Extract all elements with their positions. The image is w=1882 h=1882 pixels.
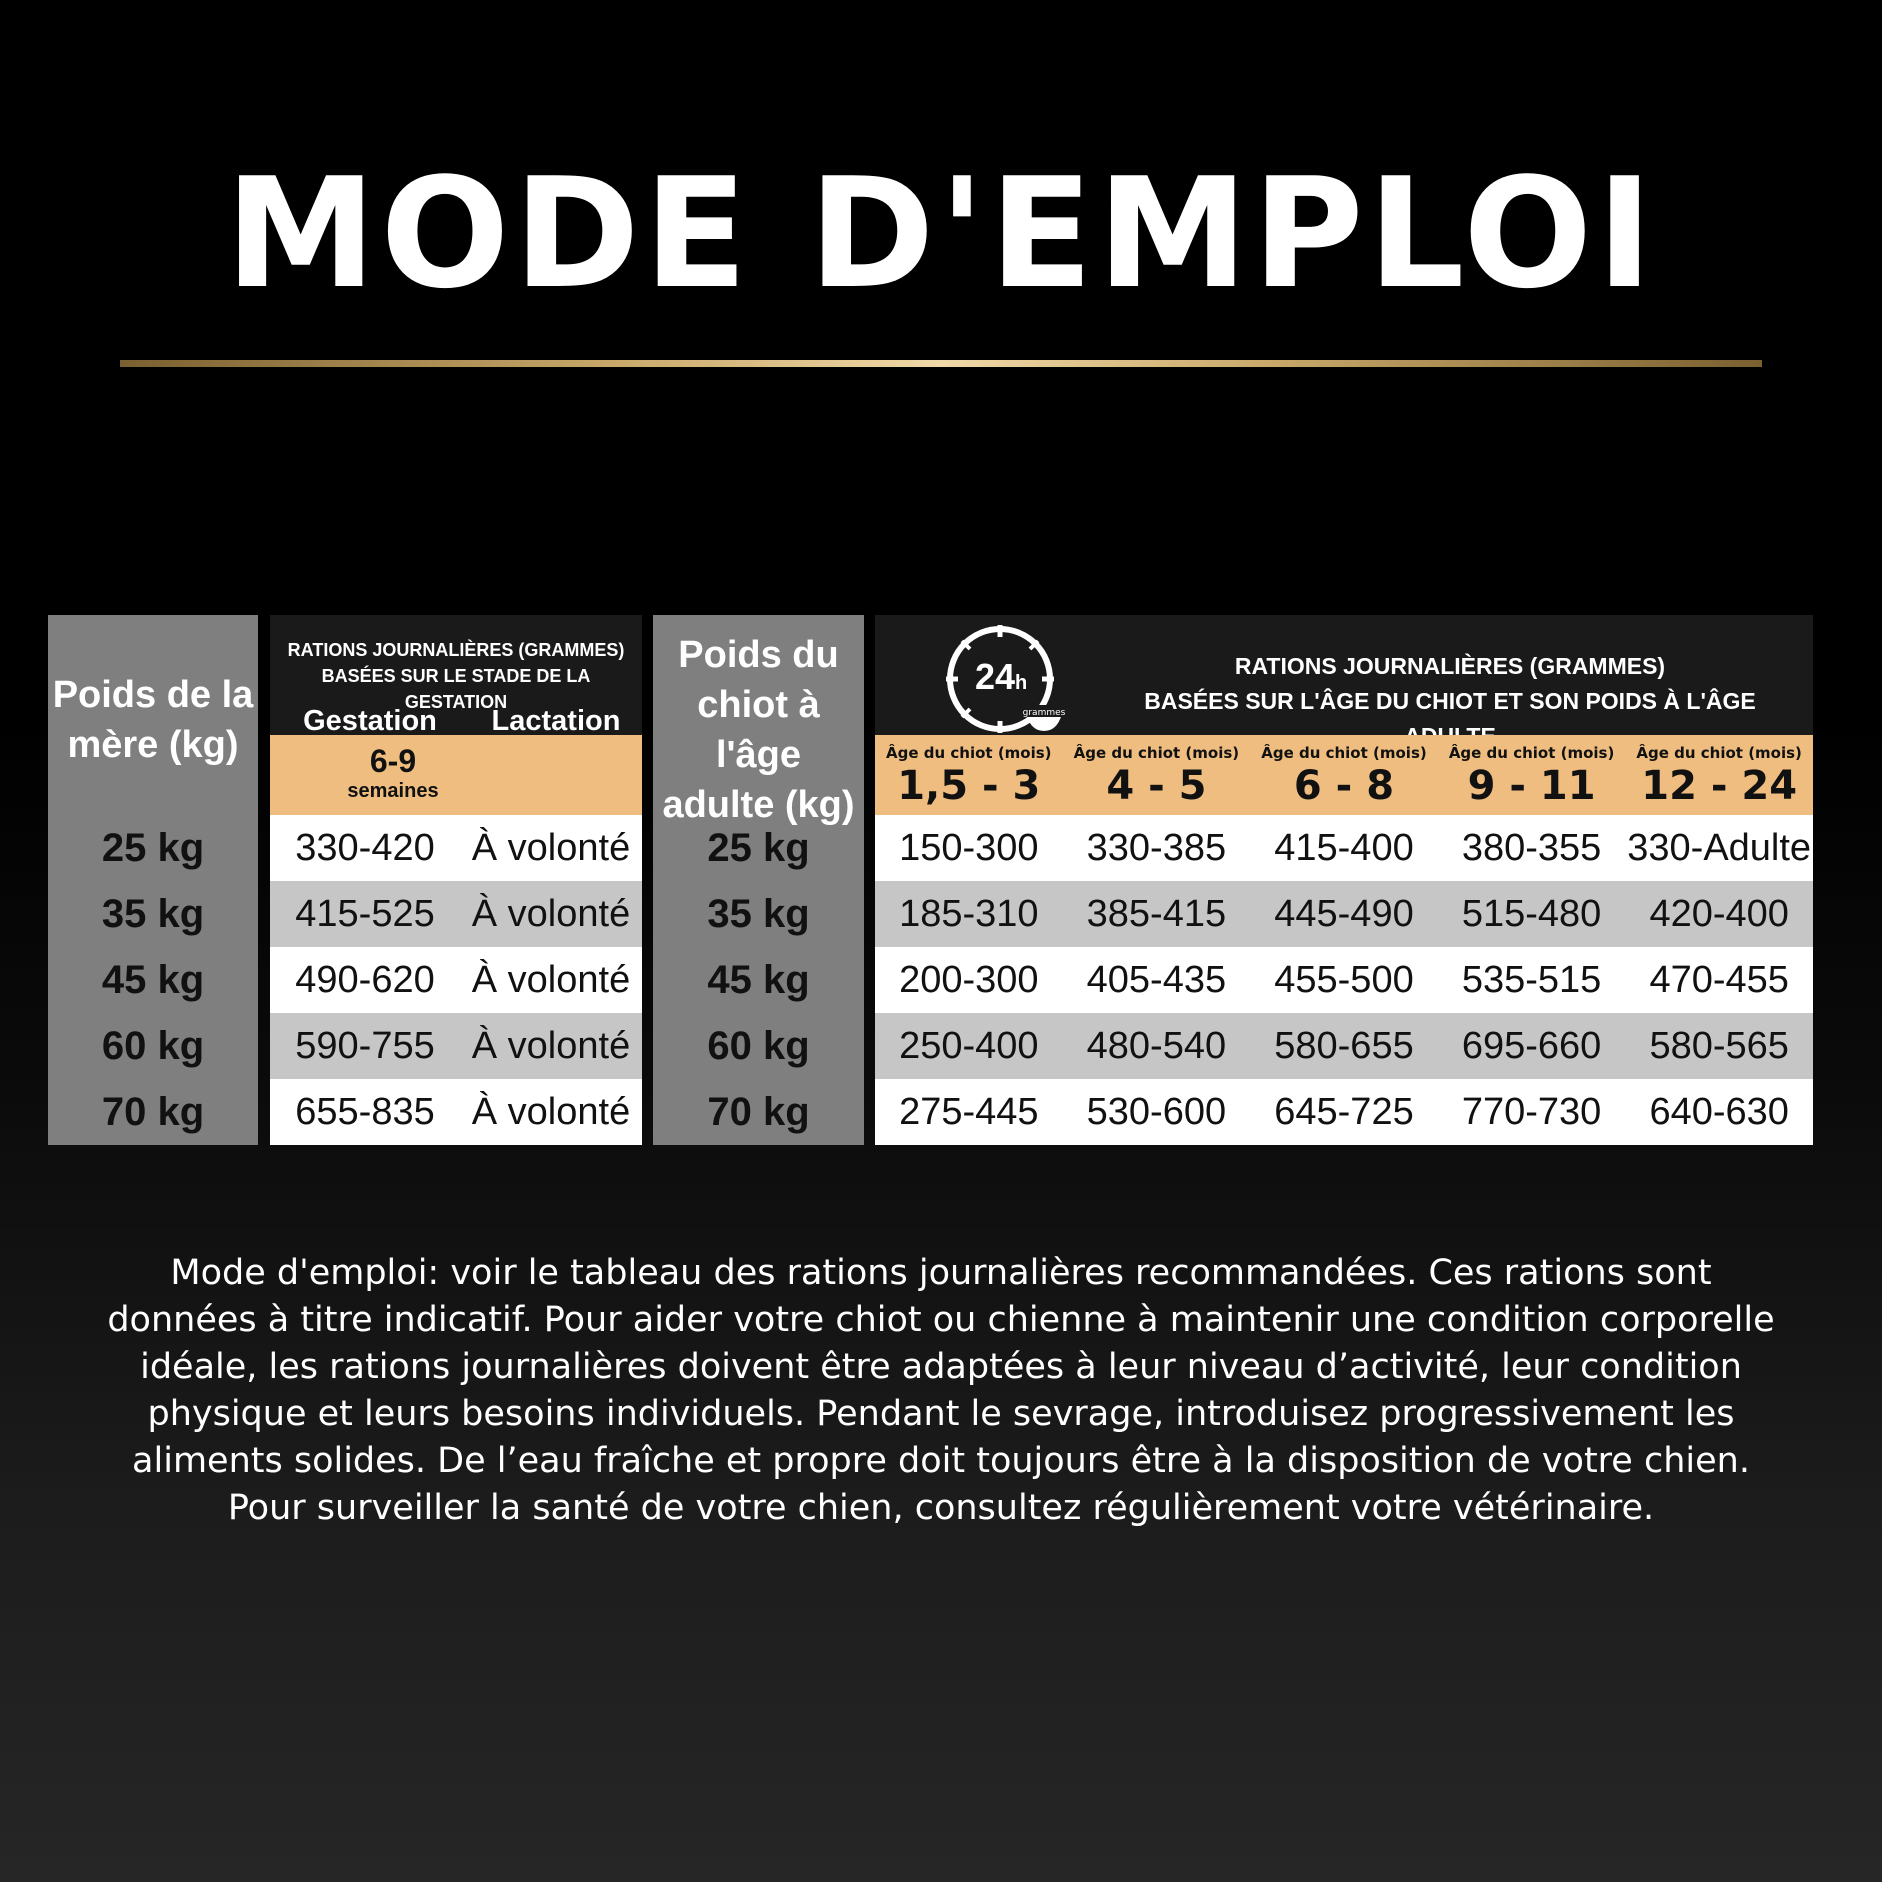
- mother-weight-row: 70 kg: [101, 1089, 205, 1134]
- instructions-line: aliments solides. De l’eau fraîche et propre doit toujours être à la disposition de votre chien.: [132, 1441, 1750, 1481]
- column-header-lactation: Lactation: [491, 704, 621, 737]
- ration-cell: 480-540: [1086, 1024, 1227, 1067]
- gestation-weeks-band: [270, 735, 642, 815]
- ration-cell: 380-355: [1461, 826, 1602, 869]
- lactation-cell: À volonté: [471, 958, 631, 1001]
- clock-bowl-icon: [945, 621, 1065, 741]
- age-header-band: [875, 735, 1813, 815]
- puppy-weight-heading: [653, 634, 864, 826]
- table-row: [875, 881, 1813, 947]
- ration-cell: 275-445: [899, 1090, 1039, 1133]
- table-row: [270, 1013, 642, 1079]
- ration-cell: 445-490: [1274, 892, 1414, 935]
- gestation-cell: 490-620: [295, 958, 435, 1001]
- age-range: 12 - 24: [1641, 763, 1798, 809]
- ration-cell: 330-Adulte: [1627, 826, 1812, 869]
- gestation-cell: 655-835: [295, 1090, 435, 1133]
- ration-cell: 200-300: [899, 958, 1039, 1001]
- ration-cell: 405-435: [1086, 958, 1227, 1001]
- ration-cell: 645-725: [1274, 1090, 1414, 1133]
- instructions-text: [50, 1250, 1832, 1532]
- mother-weight-row: 35 kg: [101, 891, 205, 936]
- puppy-title-line1: RATIONS JOURNALIÈRES (GRAMMES): [1234, 653, 1666, 679]
- ration-cell: 580-655: [1274, 1024, 1414, 1067]
- age-label: Âge du chiot (mois): [1261, 744, 1427, 762]
- puppy-weight-row: 25 kg: [707, 825, 810, 870]
- age-label: Âge du chiot (mois): [886, 744, 1052, 762]
- age-label: Âge du chiot (mois): [1448, 744, 1615, 762]
- puppy-heading-line3: adulte (kg): [662, 784, 855, 826]
- instructions-line: données à titre indicatif. Pour aider votre chiot ou chienne à maintenir une condition corporelle: [107, 1300, 1775, 1340]
- instructions-line: Mode d'emploi: voir le tableau des rations journalières recommandées. Ces rations sont: [170, 1253, 1712, 1293]
- gestation-rations-panel: [270, 615, 642, 1145]
- gestation-weeks-range: 6-9: [369, 743, 417, 779]
- ration-cell: 185-310: [899, 892, 1039, 935]
- age-label: Âge du chiot (mois): [1073, 744, 1240, 762]
- puppy-heading-line1: Poids du: [678, 634, 839, 676]
- table-row: [875, 1013, 1813, 1079]
- gold-divider: [120, 360, 1762, 367]
- table-row: [270, 947, 642, 1013]
- lactation-cell: À volonté: [471, 826, 631, 869]
- page-title: MODE D'EMPLOI: [225, 145, 1657, 322]
- gestation-cell: 330-420: [295, 826, 435, 869]
- ration-cell: 150-300: [899, 826, 1039, 869]
- gestation-title-line1: RATIONS JOURNALIÈRES (GRAMMES): [287, 640, 625, 660]
- gestation-cell: 590-755: [295, 1024, 435, 1067]
- puppy-weight-row: 45 kg: [707, 957, 810, 1002]
- mother-heading-line1: Poids de la: [52, 674, 254, 716]
- clock-hours: 24: [975, 656, 1016, 697]
- instructions-line: physique et leurs besoins individuels. Pendant le sevrage, introduisez progressivement les: [147, 1394, 1735, 1434]
- ration-cell: 470-455: [1649, 958, 1789, 1001]
- bowl-label: grammes: [1022, 708, 1065, 718]
- ration-cell: 415-400: [1274, 826, 1414, 869]
- lactation-cell: À volonté: [471, 1024, 631, 1067]
- puppy-weight-row: 70 kg: [707, 1089, 810, 1134]
- lactation-cell: À volonté: [471, 1090, 631, 1133]
- table-row: [875, 947, 1813, 1013]
- ration-cell: 250-400: [899, 1024, 1039, 1067]
- instructions-line: Pour surveiller la santé de votre chien, consultez régulièrement votre vétérinaire.: [227, 1488, 1655, 1528]
- age-column-header: [875, 735, 1063, 815]
- mother-weight-row: 25 kg: [101, 825, 205, 870]
- ration-cell: 770-730: [1461, 1090, 1602, 1133]
- ration-cell: 580-565: [1649, 1024, 1789, 1067]
- mother-heading-line2: mère (kg): [67, 724, 239, 766]
- age-range: 4 - 5: [1106, 763, 1207, 809]
- ration-cell: 515-480: [1461, 892, 1602, 935]
- gestation-weeks-unit: semaines: [347, 780, 439, 802]
- table-row: [875, 1079, 1813, 1145]
- age-column-header: [1250, 735, 1438, 815]
- age-label: Âge du chiot (mois): [1636, 744, 1802, 762]
- age-range: 1,5 - 3: [897, 763, 1041, 809]
- puppy-rations-panel: [875, 615, 1813, 1145]
- age-range: 6 - 8: [1293, 763, 1395, 809]
- age-column-header: [1438, 735, 1626, 815]
- age-column-header: [1063, 735, 1251, 815]
- puppy-weight-row: 35 kg: [707, 891, 810, 936]
- clock-hours-unit: h: [1015, 672, 1028, 694]
- ration-cell: 530-600: [1086, 1090, 1227, 1133]
- table-row: [270, 881, 642, 947]
- age-column-header: [1625, 735, 1813, 815]
- table-row: [270, 1079, 642, 1145]
- puppy-heading-line2: chiot à l'âge: [697, 684, 820, 776]
- table-row: [875, 815, 1813, 881]
- mother-weight-heading: [48, 665, 258, 775]
- ration-cell: 385-415: [1086, 892, 1227, 935]
- gestation-column-headers: [270, 695, 642, 747]
- ration-cell: 535-515: [1461, 958, 1602, 1001]
- instructions-line: idéale, les rations journalières doivent être adaptées à leur niveau d’activité, leur condition: [140, 1347, 1742, 1387]
- column-header-gestation: Gestation: [303, 704, 437, 737]
- puppy-title-line2: BASÉES SUR L'ÂGE DU CHIOT ET SON POIDS À L'ÂGE: [1144, 688, 1756, 714]
- gestation-title-line2: BASÉES SUR LE STADE DE LA GESTATION: [321, 666, 591, 712]
- mother-weight-row: 45 kg: [101, 957, 205, 1002]
- puppy-weight-row: 60 kg: [707, 1023, 810, 1068]
- gestation-cell: 415-525: [295, 892, 435, 935]
- ration-cell: 420-400: [1649, 892, 1789, 935]
- puppy-weight-panel: [653, 615, 864, 1145]
- lactation-cell: À volonté: [471, 892, 631, 935]
- table-row: [270, 815, 642, 881]
- ration-cell: 695-660: [1461, 1024, 1602, 1067]
- mother-weight-panel: [48, 615, 258, 1145]
- ration-cell: 330-385: [1086, 826, 1227, 869]
- ration-cell: 455-500: [1274, 958, 1414, 1001]
- age-range: 9 - 11: [1467, 763, 1596, 809]
- ration-cell: 640-630: [1649, 1090, 1789, 1133]
- mother-weight-row: 60 kg: [101, 1023, 205, 1068]
